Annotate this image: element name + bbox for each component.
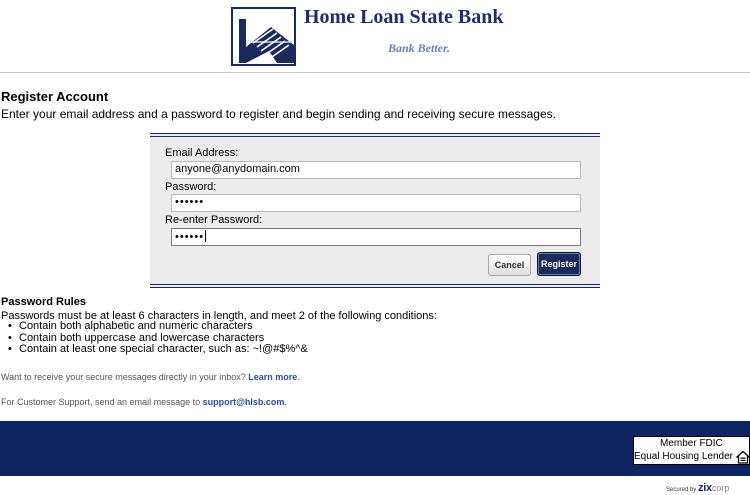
equal-housing-icon (736, 450, 750, 464)
learn-more-link[interactable]: Learn more (248, 372, 298, 382)
secured-by-zixcorp (666, 482, 729, 494)
footer (0, 421, 750, 476)
register-button[interactable]: Register (537, 252, 581, 276)
page-title: Register Account (1, 89, 109, 104)
support-note-text: For Customer Support, send an email message to (1, 397, 203, 407)
password-rules-title: Password Rules (1, 296, 86, 308)
bank-logo (231, 7, 296, 66)
support-note-end: . (284, 397, 287, 407)
rule-item: • Contain at least one special character, such as: ~!@#$%^& (8, 344, 308, 356)
reenter-password-field[interactable] (171, 228, 581, 246)
email-label: Email Address: (165, 147, 239, 159)
bank-name: Home Loan State Bank (304, 6, 504, 28)
password-label: Password: (165, 181, 217, 193)
cancel-button[interactable]: Cancel (488, 254, 531, 276)
secured-by-text: Secured by (666, 487, 697, 493)
reenter-password-label: Re-enter Password: (165, 214, 263, 226)
inbox-note-end: . (297, 372, 300, 382)
email-value: anyone@anydomain.com (175, 163, 300, 175)
support-email-link[interactable]: support@hlsb.com (202, 397, 285, 407)
email-field[interactable] (171, 161, 581, 179)
support-note (1, 397, 287, 407)
reenter-password-value: •••••• (175, 231, 205, 243)
register-form (150, 133, 600, 288)
inbox-note-text: Want to receive your secure messages directly in your inbox? (1, 372, 249, 382)
fdic-badge (633, 436, 750, 465)
password-field[interactable] (171, 194, 581, 212)
rule-item: • Contain both alphabetic and numeric characters (8, 321, 308, 333)
member-fdic-text: Member FDIC (660, 438, 723, 449)
header (0, 0, 750, 73)
equal-housing-text: Equal Housing Lender (634, 451, 733, 462)
bank-logo-icon (233, 9, 294, 64)
rule-item: • Contain both uppercase and lowercase characters (8, 333, 308, 345)
password-rules-text: Passwords must be at least 6 characters in length, and meet 2 of the following conditions: (1, 310, 437, 322)
text-caret (205, 230, 206, 242)
bank-tagline: Bank Better. (388, 41, 451, 55)
password-rules-list (8, 321, 308, 356)
inbox-note (1, 372, 300, 382)
intro-text: Enter your email address and a password to register and begin sending and receiving secure messages. (1, 107, 556, 121)
password-value: •••••• (175, 196, 205, 208)
zix-logo-text: zix (698, 482, 712, 494)
corp-logo-text: corp (711, 483, 730, 493)
